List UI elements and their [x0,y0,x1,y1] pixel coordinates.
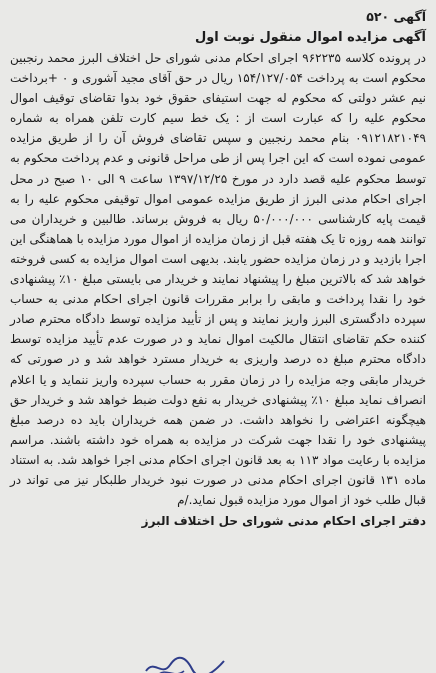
issuing-office-signature: دفتر اجرای احکام مدنی شورای حل اختلاف البرز [141,514,426,529]
notice-number: آگهی ۵۲۰ [366,9,426,24]
seal-stamp-icon [140,651,230,673]
notice-body: در پرونده کلاسه ۹۶۲۲۳۵ اجرای احکام مدنی شورای حل اختلاف البرز محمد رنجبین محکوم است به پرداخت ۱۵۴/۱۲۷/۰۵۴ ریال در حق آقای مجید آشوری و ۰ +برداخت نیم عشر دولتی که محکوم له جهت استیفای حقوق خود بدوا تقاضای توقیف اموال محکوم علیه را که عبارت است از : یک خط سیم کارت تلفن همراه به شماره ۰۹۱۲۱۸۲۱۰۴۹ بنام محمد رنجبین و سپس تقاضای فروش آن را از طریق مزایده عمومی نموده است که این اجرا پس از طی مراحل قانونی و عدم پرداخت محکوم به توسط محکوم علیه قصد دارد در مورخ ۱۳۹۷/۱۲/۲۵ ساعت ۹ الی ۱۰ صبح در محل اجرای احکام مدنی البرز از طریق مزایده عمومی اموال توقیفی محکوم علیه را به قیمت پایه کارشناسی ۵۰/۰۰۰/۰۰۰ ریال به فروش برساند. طالبین و خریداران می توانند همه روزه تا یک هفته قبل از زمان مزایده از اموال مورد مزایده با هماهنگی این اجرا بازدید و در زمان مزایده حضور یابند. بدیهی است اموال مزایده به کسی فروخته خواهد شد که بالاترین مبلغ را پیشنهاد نمایند و خریدار می بایستی مبلغ ۱۰٪ پیشنهادی خود را نقدا پرداخت و مابقی را برابر مقررات قانون اجرای احکام مدنی به حساب سپرده دادگستری البرز واریز نمایند و پس از تأیید مزایده توسط دادگاه محترم صادر کننده حکم تقاضای انتقال مالکیت اموال نماید و در صورت عدم تأیید مزایده توسط دادگاه محترم مبلغ ده درصد واریزی به خریدار مسترد خواهد شد و در صورتی که خریدار مابقی وجه مزایده را در زمان مقرر به حساب سپرده واریز ننماید و یا اعلام انصراف نماید مبلغ ۱۰٪ پیشنهادی خریدار به نفع دولت ضبط خواهد شد و خریدار حق هیچگونه اعتراضی را نخواهد داشت. در ضمن همه خریداران باید ده درصد مبلغ پیشنهادی خود را نقدا جهت شرکت در مزایده به همراه خود داشته باشند. مراسم مزایده با رعایت مواد ۱۱۳ به بعد قانون اجرای احکام مدنی اجرا خواهد شد. به استناد ماده ۱۳۱ قانون اجرای احکام مدنی در صورت نبود خریدار طلبکار نیز می تواند در قبال طلب خود از اموال مورد مزایده قبول نماید./م [10,51,427,508]
notice-title: آگهی مزایده اموال منقول نوبت اول [194,30,426,45]
